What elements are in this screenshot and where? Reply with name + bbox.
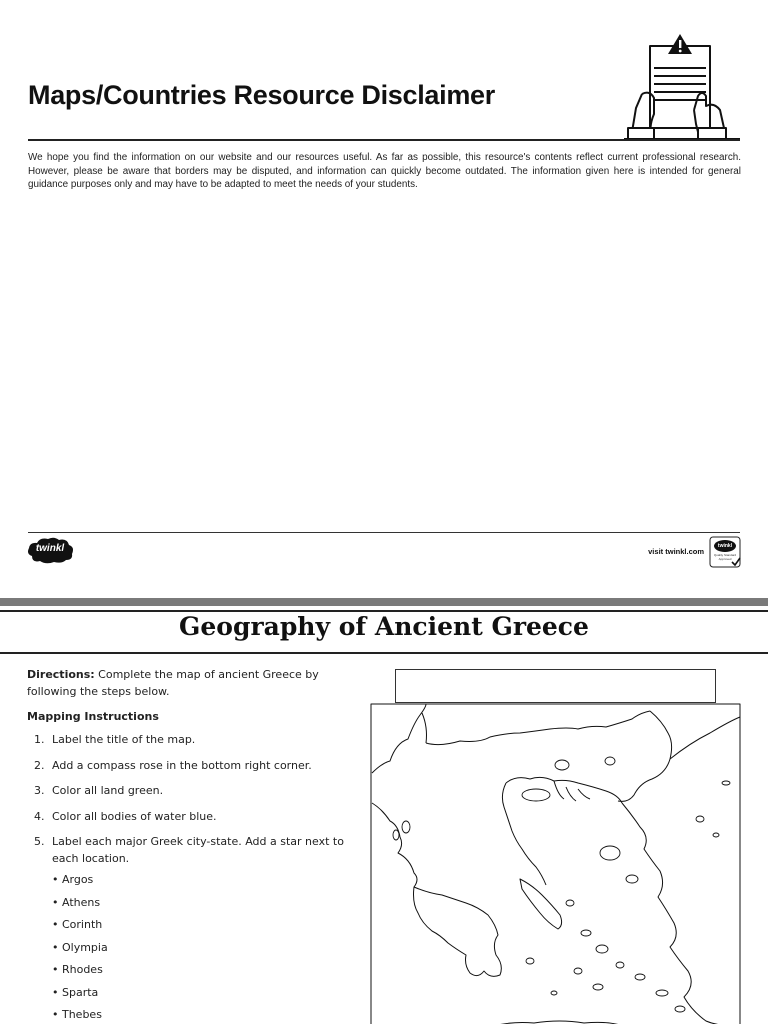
city-item: • Rhodes [52, 963, 103, 976]
step-number: 4. [34, 809, 45, 823]
badge-frame-icon [709, 536, 741, 568]
title-divider [28, 139, 740, 141]
directions-label: Directions: [27, 668, 95, 681]
step-text: Label the title of the map. [52, 733, 196, 746]
step-number: 1. [34, 733, 45, 746]
step-item [27, 833, 347, 867]
city-item: • Thebes [52, 1008, 102, 1021]
step-number: 3. [34, 784, 45, 797]
worksheet-page [0, 606, 768, 1024]
city-list [27, 871, 347, 1023]
city-item: • Corinth [52, 918, 103, 931]
step-number: 2. [34, 758, 45, 772]
disclaimer-title: Maps/Countries Resource Disclaimer [28, 80, 495, 110]
disclaimer-body: We hope you find the information on our website and our resources useful. As far as possible, this resource's contents reflect current professional research. However, please be aware that borders may be disputed, and information can quickly become outdated. The information given here is intended for general guidance purposes only and may have to be adapted to meet the needs of your students. [28, 152, 741, 191]
instruction-steps [27, 731, 347, 867]
city-item: • Argos [52, 873, 94, 886]
quality-badge [709, 536, 741, 568]
step-item [27, 808, 347, 825]
badge-subtext: Quality Standard Approved [713, 553, 737, 561]
map-title-box[interactable] [395, 669, 716, 703]
city-item: • Athens [52, 895, 101, 909]
city-item: • Sparta [52, 985, 99, 999]
step-number: 5. [34, 835, 45, 848]
city-item: • Olympia [52, 940, 108, 954]
badge-text: twinkl [717, 543, 733, 549]
instructions-column [27, 666, 347, 1024]
visit-link[interactable]: visit twinkl.com [648, 547, 704, 556]
step-text: Color all bodies of water blue. [52, 809, 217, 823]
logo-text: twinkl [35, 543, 65, 554]
step-item [27, 782, 347, 799]
step-item [27, 731, 347, 748]
worksheet-title: Geography of Ancient Greece [179, 612, 589, 641]
greece-outline-map [370, 703, 742, 1024]
worksheet-title-rule [0, 652, 768, 654]
directions [27, 666, 347, 700]
step-item [27, 757, 347, 774]
step-text: Color all land green. [52, 784, 164, 797]
directions-text: Complete the map of ancient Greece by following the steps below. [27, 668, 319, 698]
step-text: Add a compass rose in the bottom right corner. [52, 758, 312, 772]
twinkl-logo [26, 536, 76, 566]
step-text: Label each major Greek city-state. Add a star next to each location. [52, 835, 344, 865]
clipboard-warning-icon [624, 32, 740, 142]
footer-divider [28, 532, 740, 533]
instructions-heading: Mapping Instructions [27, 710, 159, 723]
